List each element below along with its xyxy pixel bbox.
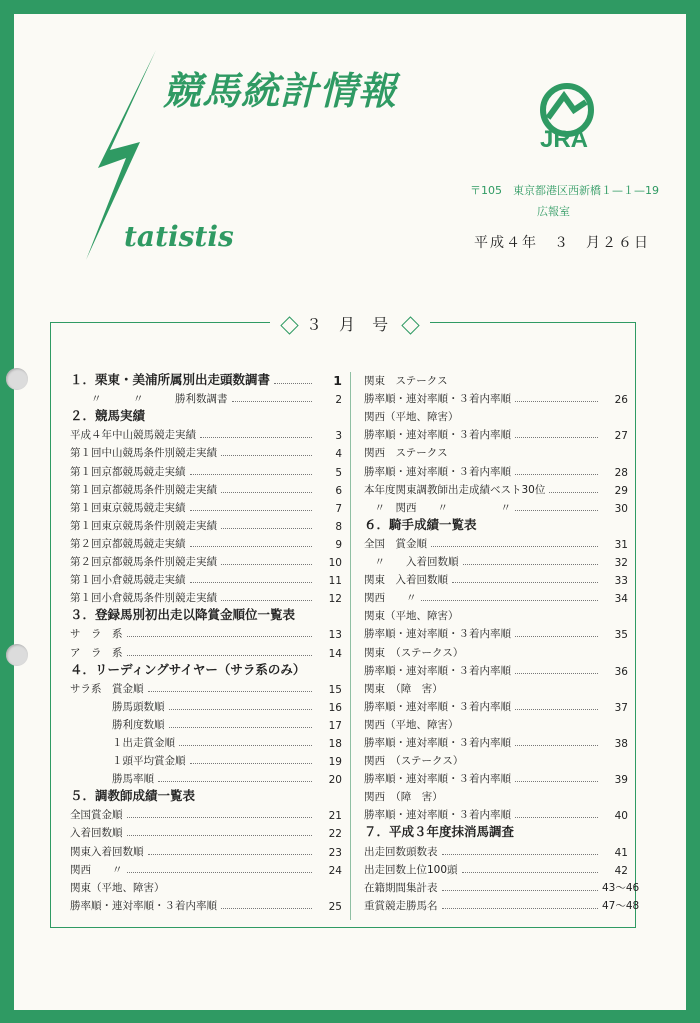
toc-item-row (364, 877, 640, 895)
toc-label: 勝率順・連対率順・３着内率順 (364, 393, 511, 406)
toc-label: ６．騎手成績一覧表 (364, 516, 477, 532)
toc-item-row (364, 895, 640, 913)
toc-section-row (364, 515, 628, 533)
toc-leader-dots (515, 636, 598, 637)
toc-page-number: 8 (335, 520, 342, 533)
toc-page-number: 7 (335, 502, 342, 515)
toc-page-number: 6 (335, 484, 342, 497)
toc-item-row (364, 406, 628, 424)
toc-item-row (364, 859, 628, 877)
toc-label: ３．登録馬別初出走以降賞金順位一覧表 (70, 607, 296, 623)
diamond-right-icon (401, 316, 419, 334)
toc-label: １．栗東・美浦所属別出走頭数調書 (70, 372, 271, 388)
toc-item-row (364, 732, 628, 750)
toc-label: 出走回数上位100頭 (364, 863, 458, 876)
toc-page-number: 40 (614, 810, 628, 823)
toc-label: 関西 ステークス (364, 447, 448, 460)
toc-page-number: 34 (614, 593, 628, 606)
toc-leader-dots (515, 817, 598, 818)
toc-item-row (364, 641, 628, 659)
toc-leader-dots (127, 655, 313, 656)
toc-leader-dots (127, 872, 313, 873)
toc-page-number: 3 (335, 430, 342, 443)
toc-page-number: 39 (614, 774, 628, 787)
toc-leader-dots (127, 817, 313, 818)
toc-page-number: 33 (614, 575, 628, 588)
toc-leader-dots (515, 709, 598, 710)
toc-leader-dots (421, 600, 599, 601)
toc-leader-dots (515, 510, 598, 511)
toc-page-number: 41 (614, 846, 628, 859)
toc-item-row (364, 605, 628, 623)
toc-label: 関西 〃 (364, 592, 417, 605)
toc-item-row (70, 714, 342, 732)
toc-page-number: 35 (614, 629, 628, 642)
toc-leader-dots (169, 727, 313, 728)
toc-item-row (70, 569, 342, 587)
toc-leader-dots (221, 600, 312, 601)
toc-item-row (70, 768, 342, 786)
toc-page-number: 19 (328, 756, 342, 769)
toc-label: 勝馬率順 (70, 773, 154, 786)
toc-label: 第１回小倉競馬競走実績 (70, 574, 186, 587)
toc-item-row (364, 840, 628, 858)
toc-label: 第１回東京競馬条件別競走実績 (70, 519, 217, 532)
toc-item-row (70, 877, 342, 895)
toc-label: 関東 （ステークス） (364, 646, 464, 659)
toc-item-row (364, 768, 628, 786)
toc-section-row (70, 786, 342, 804)
toc-item-row (364, 750, 628, 768)
toc-item-row (364, 479, 628, 497)
toc-page-number: 17 (328, 719, 342, 732)
toc-item-row (70, 479, 342, 497)
toc-item-row (70, 840, 342, 858)
toc-label: 全国賞金順 (70, 809, 123, 822)
toc-leader-dots (190, 582, 313, 583)
toc-label: 関東（平地、障害） (70, 881, 165, 894)
toc-label: 本年度関東調教師出走成績ベスト30位 (364, 483, 546, 496)
toc-item-row (364, 442, 628, 460)
toc-label: 第２回京都競馬条件別競走実績 (70, 556, 217, 569)
address: 〒105 東京都港区西新橋１—１—19 (470, 184, 659, 197)
toc-leader-dots (463, 564, 599, 565)
toc-item-row (364, 804, 628, 822)
toc-item-row (70, 895, 342, 913)
toc-label: 第１回東京競馬競走実績 (70, 501, 186, 514)
toc-item-row (364, 678, 628, 696)
toc-leader-dots (221, 908, 312, 909)
toc-leader-dots (190, 546, 313, 547)
toc-label: 関西 （ステークス） (364, 755, 464, 768)
toc-leader-dots (190, 763, 313, 764)
toc-page-number: 13 (328, 629, 342, 642)
toc-label: 第１回京都競馬条件別競走実績 (70, 483, 217, 496)
toc-item-row (364, 497, 628, 515)
toc-label: 勝率順・連対率順・３着内率順 (364, 465, 511, 478)
toc-page-number: 27 (614, 430, 628, 443)
toc-page-number: 42 (614, 864, 628, 877)
toc-leader-dots (158, 781, 312, 782)
toc-page-number: 12 (328, 593, 342, 606)
toc-label: 入着回数順 (70, 827, 123, 840)
toc-label: ア ラ 系 (70, 646, 123, 659)
issue-date: 平成４年 ３ 月２６日 (474, 235, 650, 251)
toc-leader-dots (169, 709, 313, 710)
toc-label: 出走回数頭数表 (364, 845, 438, 858)
toc-label: 勝馬頭数順 (70, 700, 165, 713)
toc-page-number: 5 (335, 466, 342, 479)
toc-label: 勝利度数順 (70, 718, 165, 731)
toc-page-number: 9 (335, 538, 342, 551)
toc-item-row (364, 388, 628, 406)
toc-label: サ ラ 系 (70, 628, 123, 641)
toc-leader-dots (148, 691, 313, 692)
toc-leader-dots (431, 546, 598, 547)
toc-section-row (70, 406, 342, 424)
toc-item-row (364, 533, 628, 551)
toc-item-row (364, 587, 628, 605)
toc-item-row (364, 714, 628, 732)
toc-page-number: 24 (328, 864, 342, 877)
toc-leader-dots (148, 854, 313, 855)
toc-page-number: 10 (328, 557, 342, 570)
department: 広報室 (537, 205, 570, 218)
toc-item-row (70, 551, 342, 569)
toc-page-number: 4 (335, 448, 342, 461)
publication-subtitle: tatistis (124, 220, 234, 253)
toc-section-row (70, 370, 342, 388)
toc-leader-dots (200, 437, 312, 438)
toc-leader-dots (515, 437, 598, 438)
toc-page-number: 2 (335, 394, 342, 407)
toc-leader-dots (190, 474, 313, 475)
toc-label: 関東 （障 害） (364, 682, 443, 695)
toc-page-number: 26 (614, 394, 628, 407)
toc-label: 関西 （障 害） (364, 791, 443, 804)
toc-leader-dots (179, 745, 312, 746)
toc-item-row (364, 460, 628, 478)
toc-label: 関西（平地、障害） (364, 718, 459, 731)
toc-label: 重賞競走勝馬名 (364, 899, 438, 912)
toc-label: 〃 〃 勝利数調書 (70, 393, 228, 406)
toc-leader-dots (442, 908, 599, 909)
toc-leader-dots (442, 854, 599, 855)
toc-item-row (70, 587, 342, 605)
toc-page-number: 29 (614, 484, 628, 497)
toc-page-number: 36 (614, 665, 628, 678)
toc-item-row (70, 859, 342, 877)
toc-leader-dots (127, 835, 313, 836)
toc-section-row (70, 605, 342, 623)
toc-page-number: 1 (333, 373, 342, 389)
toc-item-row (70, 460, 342, 478)
toc-item-row (70, 696, 342, 714)
toc-label: 勝率順・連対率順・３着内率順 (364, 664, 511, 677)
issue-label: ３ 月 号 (305, 315, 395, 334)
toc-left-column (70, 370, 342, 913)
toc-page-number: 23 (328, 846, 342, 859)
toc-item-row (364, 551, 628, 569)
toc-label: 第１回小倉競馬条件別競走実績 (70, 592, 217, 605)
toc-leader-dots (515, 745, 598, 746)
toc-label: 第１回京都競馬競走実績 (70, 465, 186, 478)
binder-hole-top (6, 368, 28, 390)
toc-label: ４．リーディングサイヤー（サラ系のみ） (70, 661, 306, 677)
toc-item-row (70, 732, 342, 750)
toc-page-number: 28 (614, 466, 628, 479)
toc-item-row (70, 533, 342, 551)
toc-page-number: 16 (328, 701, 342, 714)
toc-page-number: 15 (328, 683, 342, 696)
toc-label: 関西 〃 (70, 863, 123, 876)
toc-page-number: 32 (614, 557, 628, 570)
toc-leader-dots (515, 401, 598, 402)
toc-label: 平成４年中山競馬競走実績 (70, 429, 196, 442)
toc-item-row (70, 641, 342, 659)
toc-label: １出走賞金順 (70, 736, 175, 749)
toc-leader-dots (221, 455, 312, 456)
toc-item-row (70, 804, 342, 822)
toc-section-row (364, 822, 628, 840)
toc-label: 関東 ステークス (364, 375, 448, 388)
toc-label: ５．調教師成績一覧表 (70, 788, 196, 804)
toc-leader-dots (232, 401, 313, 402)
toc-label: 勝率順・連対率順・３着内率順 (364, 736, 511, 749)
toc-item-row (70, 822, 342, 840)
toc-item-row (364, 424, 628, 442)
toc-page-number: 43〜46 (602, 881, 640, 894)
issue-banner (270, 312, 430, 335)
toc-page-number: 47〜48 (602, 899, 640, 912)
org-logo-text: JRA (540, 126, 589, 153)
toc-item-row (70, 424, 342, 442)
toc-label: 勝率順・連対率順・３着内率順 (364, 429, 511, 442)
toc-leader-dots (549, 492, 598, 493)
toc-leader-dots (442, 890, 599, 891)
toc-leader-dots (452, 582, 598, 583)
toc-section-row (70, 660, 342, 678)
toc-label: 勝率順・連対率順・３着内率順 (364, 700, 511, 713)
toc-page-number: 21 (328, 810, 342, 823)
toc-item-row (70, 515, 342, 533)
toc-leader-dots (274, 383, 312, 384)
toc-label: 関東（平地、障害） (364, 610, 459, 623)
binder-hole-bottom (6, 644, 28, 666)
toc-leader-dots (515, 673, 598, 674)
toc-leader-dots (462, 872, 598, 873)
column-divider (350, 372, 351, 920)
toc-item-row (364, 370, 628, 388)
toc-label: 勝率順・連対率順・３着内率順 (364, 628, 511, 641)
toc-label: ２．競馬実績 (70, 408, 146, 424)
toc-label: 関東入着回数順 (70, 845, 144, 858)
toc-leader-dots (221, 492, 312, 493)
toc-item-row (364, 696, 628, 714)
toc-page-number: 37 (614, 701, 628, 714)
toc-leader-dots (127, 636, 313, 637)
toc-item-row (70, 678, 342, 696)
toc-label: ７．平成３年度抹消馬調査 (364, 824, 515, 840)
toc-label: 勝率順・連対率順・３着内率順 (364, 773, 511, 786)
toc-label: 第１回中山競馬条件別競走実績 (70, 447, 217, 460)
toc-page-number: 30 (614, 502, 628, 515)
toc-item-row (364, 660, 628, 678)
toc-page-number: 18 (328, 737, 342, 750)
toc-page-number: 14 (328, 647, 342, 660)
toc-leader-dots (190, 510, 313, 511)
toc-label: 〃 入着回数順 (364, 556, 459, 569)
toc-leader-dots (515, 474, 598, 475)
toc-page-number: 25 (328, 900, 342, 913)
toc-item-row (70, 388, 342, 406)
toc-leader-dots (515, 781, 598, 782)
toc-item-row (364, 786, 628, 804)
toc-label: 全国 賞金順 (364, 537, 427, 550)
toc-right-column (364, 370, 640, 913)
toc-item-row (70, 750, 342, 768)
toc-leader-dots (221, 528, 312, 529)
toc-item-row (70, 623, 342, 641)
toc-label: 関東 入着回数順 (364, 574, 448, 587)
toc-page-number: 20 (328, 774, 342, 787)
toc-label: サラ系 賞金順 (70, 682, 144, 695)
toc-item-row (364, 569, 628, 587)
toc-leader-dots (221, 564, 312, 565)
toc-item-row (70, 497, 342, 515)
toc-label: １頭平均賞金順 (70, 755, 186, 768)
toc-item-row (364, 623, 628, 641)
toc-label: 関西（平地、障害） (364, 411, 459, 424)
toc-page-number: 22 (328, 828, 342, 841)
toc-label: 在籍期間集計表 (364, 881, 438, 894)
toc-page-number: 11 (328, 575, 342, 588)
diamond-left-icon (280, 316, 298, 334)
toc-page-number: 38 (614, 737, 628, 750)
toc-page-number: 31 (614, 538, 628, 551)
toc-label: 〃 関西 〃 〃 (364, 501, 511, 514)
toc-label: 勝率順・連対率順・３着内率順 (70, 899, 217, 912)
publication-title: 競馬統計情報 (163, 69, 398, 113)
toc-item-row (70, 442, 342, 460)
toc-label: 第２回京都競馬競走実績 (70, 537, 186, 550)
toc-label: 勝率順・連対率順・３着内率順 (364, 809, 511, 822)
